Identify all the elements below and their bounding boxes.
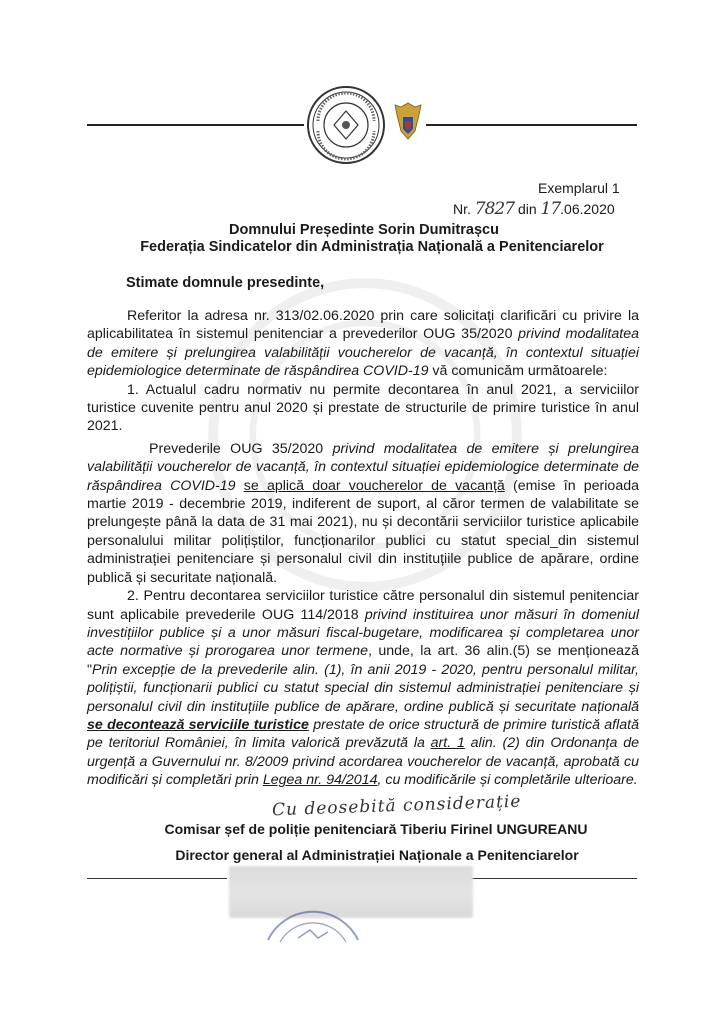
registry-number-line [453,199,615,219]
signatory-title: Director general al Administrației Naționale a Penitenciarelor [175,847,579,863]
exemplar-label: Exemplarul 1 [538,180,620,196]
date-day: 17 [540,199,561,219]
paragraph-point-2: 2. Pentru decontarea serviciilor turistice către personalul din sistemul penitenciar sunt aplicabile prevederile OUG 114/2018 privind instituirea unor măsuri în domeniul investițiilor publice și a unor măsuri fiscal-bugetare, modificarea și completarea unor acte normative și prorogarea unor termene, unde, la art. 36 alin.(5) se menționează "Prin excepție de la prevederile alin. (1), în anii 2019 - 2020, pentru personalul militar, polițiștii, funcționarii publici cu statut special din sistemul administrației penitenciare și personalul civil din instituțiile publice de apărare, ordine publică și securitate națională se decontează serviciile turistice prestate de orice structură de primire turistică aflată pe teritoriul României, în limita valorică prevăzută la art. 1 alin. (2) din Ordonanța de urgență a Guvernului nr. 8/2009 privind acordarea voucherelor de vacanță, aprobată cu modificări și completări prin Legea nr. 94/2014, cu modificările și completările ulterioare. [87,588,639,789]
addressee-organization: Federația Sindicatelor din Administrația Națională a Penitenciarelor [140,239,604,255]
addressee-name: Domnului Președinte Sorin Dumitrașcu [229,222,499,238]
stamp-icon [258,880,368,950]
paragraph-oug-35: Prevederile OUG 35/2020 privind modalitatea de emitere și prelungirea valabilității voucherelor de vacanță, în contextul situației epidemiologice determinate de răspândirea COVID-19 se aplică doar voucherelor de vacanță (emise în perioada martie 2019 - decembrie 2019, indiferent de suport, al căror termen de valabilitate se prelungește până la data de 31 mai 2021), nu și decontării serviciilor turistice aplicabile personalului militar polițiștilor, funcționarilor publici cu statut special_din sistemul administrației penitenciare și personalul civil din instituțiile publice de apărare, ordine publică și securitate națională. [87,440,639,586]
salutation: Stimate domnule presedinte, [126,275,325,291]
letter-body [87,307,639,790]
date-rest: .06.2020 [560,201,615,217]
handwritten-closing: Cu deosebită considerație [271,791,522,821]
header-rule-right [426,124,637,126]
signatory-name: Comisar șef de poliție penitenciară Tiberiu Firinel UNGUREANU [164,821,588,837]
paragraph-point-1: 1. Actualul cadru normativ nu permite decontarea în anul 2021, a serviciilor turistice cuvenite pentru anul 2020 și prestate de structurile de primire turistice în anul 2021. [87,381,639,435]
coat-of-arms-icon [393,101,423,141]
seal-icon [306,85,386,165]
nr-label: Nr. [453,201,471,217]
date-label: din [517,201,537,217]
header-rule-left [87,124,304,126]
footer-rule-left [87,878,227,879]
paragraph-intro: Referitor la adresa nr. 313/02.06.2020 prin care solicitați clarificări cu privire la aplicabilitatea în sistemul penitenciar a prevederilor OUG 35/2020 privind modalitatea de emitere și prelungirea valabilității voucherelor de vacanță, în contextul situației epidemiologice determinate de răspândirea COVID-19 vă comunicăm următoarele: [87,308,639,380]
nr-value: 7827 [474,199,515,219]
